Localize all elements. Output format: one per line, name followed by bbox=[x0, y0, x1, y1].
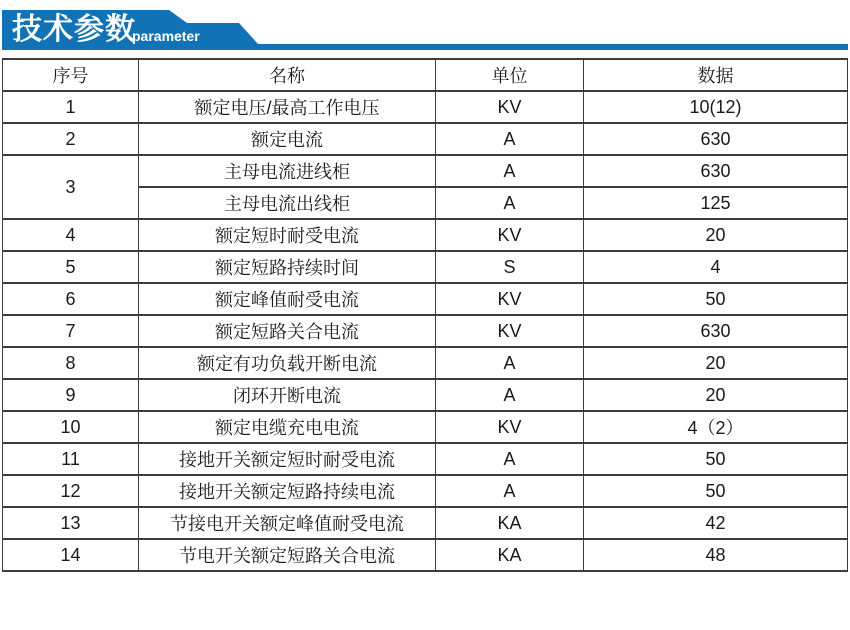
unit-cell: A bbox=[436, 123, 584, 155]
serial-cell: 3 bbox=[3, 155, 139, 219]
serial-cell: 1 bbox=[3, 91, 139, 123]
unit-cell: KV bbox=[436, 315, 584, 347]
table-row bbox=[3, 91, 848, 123]
section-banner bbox=[0, 0, 850, 52]
unit-cell: KV bbox=[436, 219, 584, 251]
column-header-serial: 序号 bbox=[3, 59, 139, 91]
table-row bbox=[3, 123, 848, 155]
unit-cell: A bbox=[436, 379, 584, 411]
parameter-table bbox=[2, 58, 848, 572]
section-subtitle: parameter bbox=[132, 28, 200, 44]
name-cell: 主母电流出线柜 bbox=[139, 187, 436, 219]
value-cell: 630 bbox=[584, 315, 848, 347]
table-row bbox=[3, 475, 848, 507]
unit-cell: KV bbox=[436, 91, 584, 123]
serial-cell: 14 bbox=[3, 539, 139, 571]
name-cell: 额定短时耐受电流 bbox=[139, 219, 436, 251]
table-row bbox=[3, 155, 848, 187]
value-cell: 42 bbox=[584, 507, 848, 539]
table-row bbox=[3, 507, 848, 539]
serial-cell: 9 bbox=[3, 379, 139, 411]
value-cell: 50 bbox=[584, 283, 848, 315]
serial-cell: 5 bbox=[3, 251, 139, 283]
table-row bbox=[3, 411, 848, 443]
unit-cell: S bbox=[436, 251, 584, 283]
serial-cell: 7 bbox=[3, 315, 139, 347]
table-row bbox=[3, 251, 848, 283]
value-cell: 50 bbox=[584, 443, 848, 475]
table-row bbox=[3, 539, 848, 571]
table-row bbox=[3, 347, 848, 379]
value-cell: 4 bbox=[584, 251, 848, 283]
table-row bbox=[3, 283, 848, 315]
name-cell: 接地开关额定短时耐受电流 bbox=[139, 443, 436, 475]
name-cell: 主母电流进线柜 bbox=[139, 155, 436, 187]
name-cell: 额定短路持续时间 bbox=[139, 251, 436, 283]
unit-cell: A bbox=[436, 443, 584, 475]
serial-cell: 10 bbox=[3, 411, 139, 443]
value-cell: 630 bbox=[584, 123, 848, 155]
column-header-unit: 单位 bbox=[436, 59, 584, 91]
column-header-value: 数据 bbox=[584, 59, 848, 91]
value-cell: 20 bbox=[584, 347, 848, 379]
serial-cell: 11 bbox=[3, 443, 139, 475]
name-cell: 节接电开关额定峰值耐受电流 bbox=[139, 507, 436, 539]
unit-cell: KV bbox=[436, 283, 584, 315]
serial-cell: 12 bbox=[3, 475, 139, 507]
name-cell: 闭环开断电流 bbox=[139, 379, 436, 411]
name-cell: 额定电缆充电电流 bbox=[139, 411, 436, 443]
serial-cell: 6 bbox=[3, 283, 139, 315]
table-header-row bbox=[3, 59, 848, 91]
name-cell: 节电开关额定短路关合电流 bbox=[139, 539, 436, 571]
unit-cell: A bbox=[436, 347, 584, 379]
serial-cell: 2 bbox=[3, 123, 139, 155]
name-cell: 额定电流 bbox=[139, 123, 436, 155]
value-cell: 48 bbox=[584, 539, 848, 571]
value-cell: 20 bbox=[584, 219, 848, 251]
value-cell: 4（2） bbox=[584, 411, 848, 443]
value-cell: 50 bbox=[584, 475, 848, 507]
value-cell: 125 bbox=[584, 187, 848, 219]
column-header-name: 名称 bbox=[139, 59, 436, 91]
unit-cell: KA bbox=[436, 539, 584, 571]
unit-cell: KV bbox=[436, 411, 584, 443]
name-cell: 额定峰值耐受电流 bbox=[139, 283, 436, 315]
unit-cell: A bbox=[436, 187, 584, 219]
name-cell: 接地开关额定短路持续电流 bbox=[139, 475, 436, 507]
serial-cell: 4 bbox=[3, 219, 139, 251]
table-row bbox=[3, 443, 848, 475]
serial-cell: 13 bbox=[3, 507, 139, 539]
table-row bbox=[3, 379, 848, 411]
table-row bbox=[3, 219, 848, 251]
unit-cell: A bbox=[436, 155, 584, 187]
name-cell: 额定短路关合电流 bbox=[139, 315, 436, 347]
name-cell: 额定电压/最高工作电压 bbox=[139, 91, 436, 123]
unit-cell: KA bbox=[436, 507, 584, 539]
section-title: 技术参数 bbox=[12, 13, 136, 46]
unit-cell: A bbox=[436, 475, 584, 507]
value-cell: 10(12) bbox=[584, 91, 848, 123]
table-row bbox=[3, 315, 848, 347]
serial-cell: 8 bbox=[3, 347, 139, 379]
value-cell: 630 bbox=[584, 155, 848, 187]
value-cell: 20 bbox=[584, 379, 848, 411]
name-cell: 额定有功负载开断电流 bbox=[139, 347, 436, 379]
